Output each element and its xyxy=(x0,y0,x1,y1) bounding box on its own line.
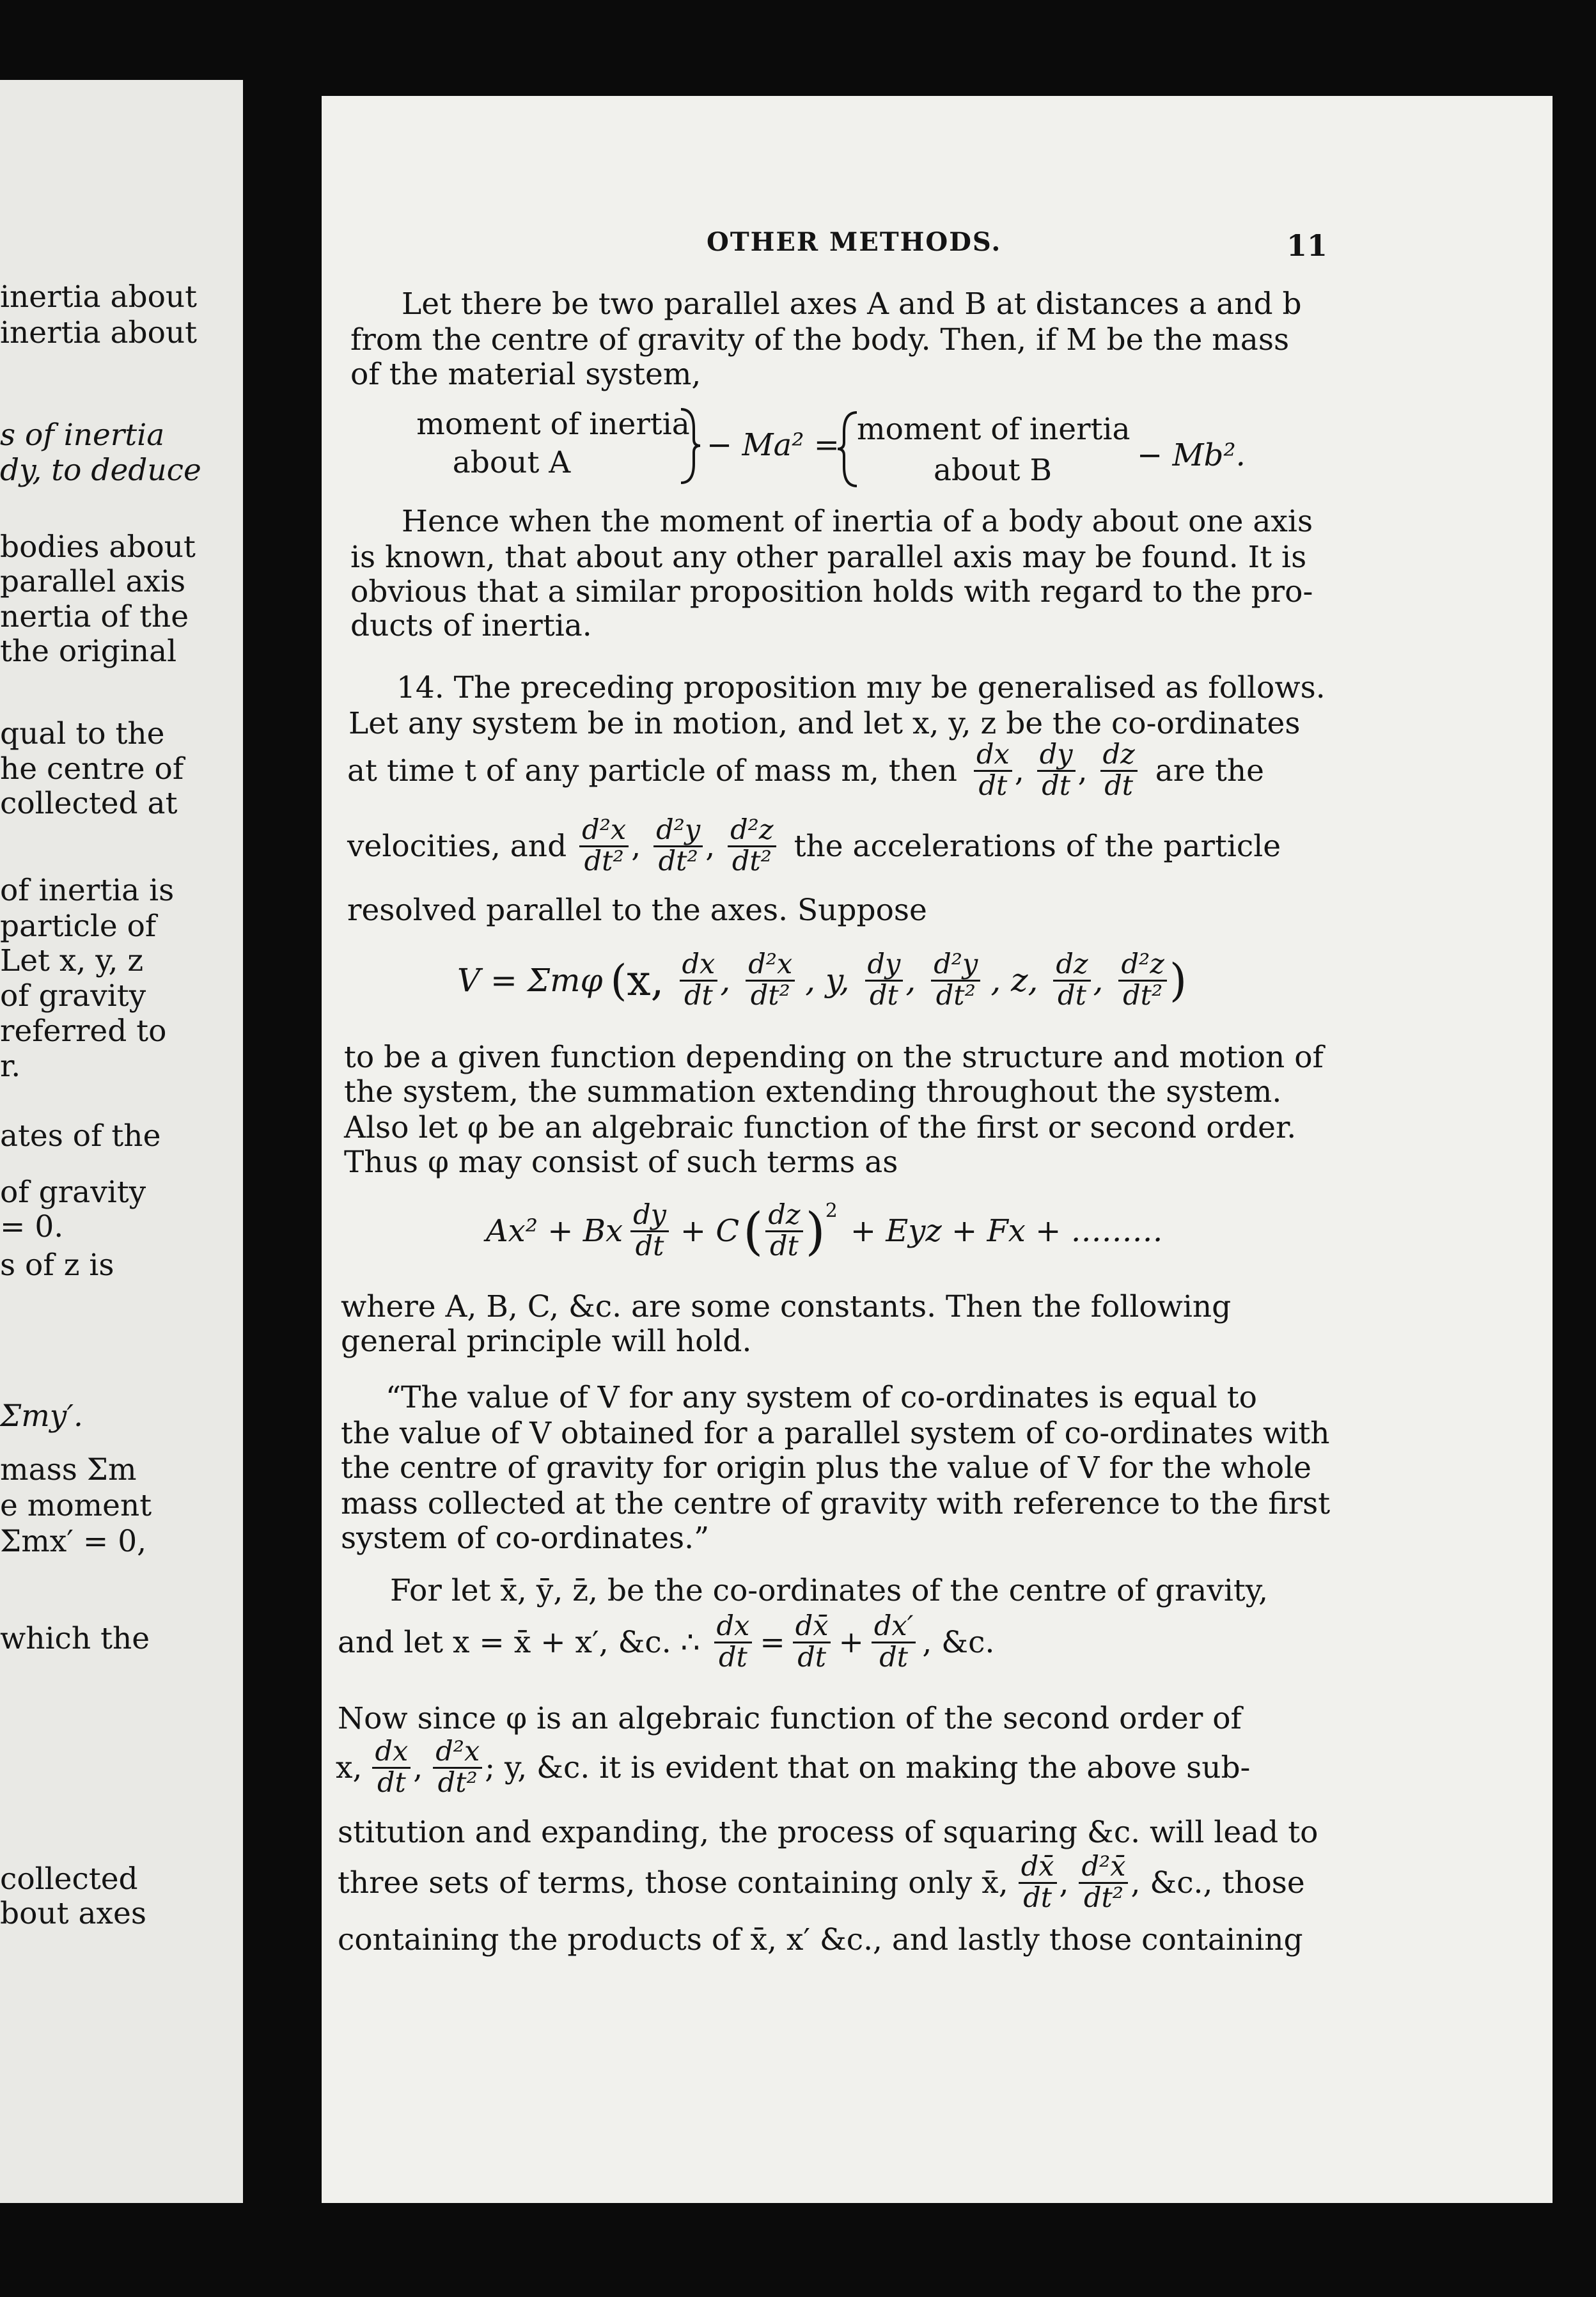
section-14-line: 14. The preceding proposition mıy be generalised as follows. xyxy=(396,670,1326,705)
body-line: where A, B, C, &c. are some constants. Then the following xyxy=(341,1289,1232,1324)
body-line: is known, that about any other parallel axis may be found. It is xyxy=(350,540,1307,575)
fraction: $\frac{\text{d²y}}{\text{dt²}}$ xyxy=(653,816,703,875)
eq-part: Ax² + Bx xyxy=(486,1213,623,1249)
left-fragment: of gravity xyxy=(0,1175,146,1210)
left-fragment: inertia about xyxy=(0,315,198,350)
fraction: $\frac{\text{d²y}}{\text{dt²}}$ xyxy=(931,950,980,1010)
text: , &c., those xyxy=(1130,1865,1305,1901)
left-fragment: collected at xyxy=(0,786,178,821)
eq-sep: , z, xyxy=(990,962,1038,999)
text: x, xyxy=(336,1750,363,1785)
left-fragment: Σmy′. xyxy=(0,1399,83,1434)
velocity-line: at time t of any particle of mass m, then $\frac{dx}{dt}$ , $\frac{dy}{dt}$ , $\frac{dz}{dt}$ are the xyxy=(347,739,1264,802)
page-number: 11 xyxy=(1287,228,1328,263)
body-line: obvious that a similar proposition holds with regard to the pro- xyxy=(350,574,1313,609)
body-line: mass collected at the centre of gravity with reference to the first xyxy=(341,1486,1331,1521)
body-line: Hence when the moment of inertia of a body about one axis xyxy=(402,504,1313,539)
left-fragment: bout axes xyxy=(0,1896,146,1931)
body-line: ducts of inertia. xyxy=(350,608,592,643)
fraction: $\frac{\text{d²x}}{\text{dt²}}$ xyxy=(746,950,795,1010)
paren-open: ( xyxy=(743,1201,763,1261)
body-line: system of co-ordinates.” xyxy=(341,1521,710,1556)
fraction: $\frac{dx̄}{dt}$ xyxy=(793,1612,831,1672)
equation-terms xyxy=(486,1196,1163,1266)
left-fragment: of gravity xyxy=(0,978,146,1014)
left-fragment: bodies about xyxy=(0,529,196,565)
left-fragment: e moment xyxy=(0,1488,152,1523)
body-line: stitution and expanding, the process of squaring &c. will lead to xyxy=(338,1815,1318,1850)
body-line: For let x̄, ȳ, z̄, be the co-ordinates of the centre of gravity, xyxy=(390,1573,1269,1608)
acceleration-line: velocities, and $\frac{\text{d²x}}{\text{dt²}}$ , $\frac{\text{d²y}}{\text{dt²}}$ , $\frac{\text{d²z}}{\text{dt²}}$ the accelerations of the particle xyxy=(347,814,1281,877)
fraction: $\frac{dx}{dt}$ xyxy=(974,741,1012,800)
left-fragment: = 0. xyxy=(0,1209,64,1244)
body-line: general principle will hold. xyxy=(341,1324,752,1359)
left-fragment: collected xyxy=(0,1862,138,1897)
text: and let x = x̄ + x′, &c. ∴ xyxy=(338,1624,700,1660)
body-line: Thus φ may consist of such terms as xyxy=(344,1145,898,1180)
fraction: $\frac{dy}{dt}$ xyxy=(630,1201,669,1260)
left-fragment: dy, to deduce xyxy=(0,453,201,488)
eq-minus-left: − Ma² = xyxy=(707,427,840,463)
body-line: the system, the summation extending throughout the system. xyxy=(344,1074,1282,1109)
body-line: from the centre of gravity of the body. Then, if M be the mass xyxy=(350,322,1290,357)
eq-minus-right: − Mb². xyxy=(1137,437,1246,473)
body-line: Let any system be in motion, and let x, y, z be the co-ordinates xyxy=(348,706,1301,741)
left-brace-icon xyxy=(834,409,860,489)
fraction: $\frac{\text{d²x}}{\text{dt²}}$ xyxy=(579,816,629,875)
text: , &c. xyxy=(922,1624,995,1660)
text: velocities, and xyxy=(347,828,567,864)
left-fragment: s of z is xyxy=(0,1248,114,1283)
right-brace-icon xyxy=(678,406,703,486)
fraction: $\frac{\text{d²x}}{\text{dt²}}$ xyxy=(433,1737,482,1797)
fraction: $\frac{dx}{dt}$ xyxy=(372,1737,411,1797)
eq-right-bottom: about B xyxy=(934,453,1052,488)
eq-sep: , y, xyxy=(805,962,850,999)
body-line: Let there be two parallel axes A and B at distances a and b xyxy=(402,286,1302,322)
eq-open: (x, xyxy=(610,955,664,1005)
left-fragment: ates of the xyxy=(0,1118,161,1154)
paren-close: ) xyxy=(805,1201,825,1261)
left-fragment: mass Σm xyxy=(0,1452,137,1487)
left-fragment: of inertia is xyxy=(0,873,175,908)
text: the accelerations of the particle xyxy=(794,828,1281,864)
left-fragment: nertia of the xyxy=(0,599,189,634)
left-page xyxy=(0,80,243,2203)
left-fragment: s of inertia xyxy=(0,418,165,453)
body-line: Now since φ is an algebraic function of the second order of xyxy=(338,1701,1242,1736)
text: ; y, &c. it is evident that on making the above sub- xyxy=(485,1750,1251,1785)
left-fragment: inertia about xyxy=(0,279,198,315)
eq-part: + Eyz + Fx + ……… xyxy=(850,1213,1163,1249)
left-fragment: he centre of xyxy=(0,751,184,787)
body-line: “The value of V for any system of co-ordinates is equal to xyxy=(386,1380,1257,1415)
fraction: $\frac{\text{d²x̄}}{\text{dt²}}$ xyxy=(1079,1853,1128,1912)
left-fragment: r. xyxy=(0,1049,21,1084)
eq-close: ) xyxy=(1169,954,1187,1007)
left-fragment: Let x, y, z xyxy=(0,943,144,978)
derivatives-line: x, $\frac{dx}{dt}$ , $\frac{\text{d²x}}{\text{dt²}}$ ; y, &c. it is evident that on making the above sub- xyxy=(336,1736,1251,1799)
body-line: to be a given function depending on the structure and motion of xyxy=(344,1040,1324,1075)
body-line: Also let φ be an algebraic function of the first or second order. xyxy=(344,1110,1297,1145)
left-fragment: parallel axis xyxy=(0,564,186,599)
text: at time t of any particle of mass m, then xyxy=(347,753,958,788)
eq-lhs: V = Σmφ xyxy=(457,962,603,999)
left-fragment: the original xyxy=(0,634,177,669)
exponent: 2 xyxy=(825,1200,838,1222)
left-fragment: Σmx′ = 0, xyxy=(0,1524,147,1559)
fraction: $\frac{\text{d²z}}{\text{dt²}}$ xyxy=(1118,950,1166,1010)
fraction: $\frac{dx̄}{dt}$ xyxy=(1019,1853,1057,1912)
body-line: resolved parallel to the axes. Suppose xyxy=(347,893,927,928)
fraction: $\frac{dx}{dt}$ xyxy=(680,950,718,1010)
left-fragment: qual to the xyxy=(0,716,165,751)
left-fragment: particle of xyxy=(0,909,157,944)
fraction: $\frac{dx'}{dt}$ xyxy=(872,1612,916,1672)
left-fragment: referred to xyxy=(0,1014,167,1049)
text: three sets of terms, those containing only x̄, xyxy=(338,1865,1008,1901)
eq-right-top: moment of inertia xyxy=(857,412,1130,447)
left-fragment: which the xyxy=(0,1621,150,1656)
fraction: $\frac{dy}{dt}$ xyxy=(1037,741,1076,800)
body-line: the centre of gravity for origin plus the value of V for the whole xyxy=(341,1450,1311,1486)
substitution-line xyxy=(338,1611,994,1673)
eq-left-top: moment of inertia xyxy=(416,407,690,442)
fraction: $\frac{dx}{dt}$ xyxy=(714,1612,753,1672)
fraction: $\frac{dz}{dt}$ xyxy=(765,1201,802,1260)
body-line: the value of V obtained for a parallel system of co-ordinates with xyxy=(341,1416,1330,1451)
body-line: containing the products of x̄, x′ &c., and lastly those containing xyxy=(338,1922,1303,1957)
three-sets-line: three sets of terms, those containing only x̄, $\frac{dx̄}{dt}$ , $\frac{\text{d²x̄}}{\text{dt²}}$ , &c., those xyxy=(338,1851,1305,1914)
fraction: $\frac{dz}{dt}$ xyxy=(1053,950,1090,1010)
fraction: $\frac{\text{d²z}}{\text{dt²}}$ xyxy=(728,816,776,875)
eq-left-bottom: about A xyxy=(452,445,571,480)
fraction: $\frac{dz}{dt}$ xyxy=(1100,741,1138,800)
text: = xyxy=(760,1624,785,1660)
running-header: OTHER METHODS. xyxy=(707,227,1002,257)
fraction: $\frac{dy}{dt}$ xyxy=(865,950,904,1010)
text: + xyxy=(838,1624,864,1660)
body-line: of the material system, xyxy=(350,357,701,392)
text: are the xyxy=(1155,753,1264,788)
eq-part: + C xyxy=(680,1213,740,1249)
equation-V: V = Σmφ (x, $\frac{dx}{dt}$ , $\frac{\text{d²x}}{\text{dt²}}$ , y, $\frac{dy}{dt}$ , $\frac{\text{d²y}}{\text{dt²}}$ , z, $\frac{dz}{dt}$ , $\frac{\text{d²z}}{\text{dt²}}$ ) xyxy=(457,948,1187,1012)
